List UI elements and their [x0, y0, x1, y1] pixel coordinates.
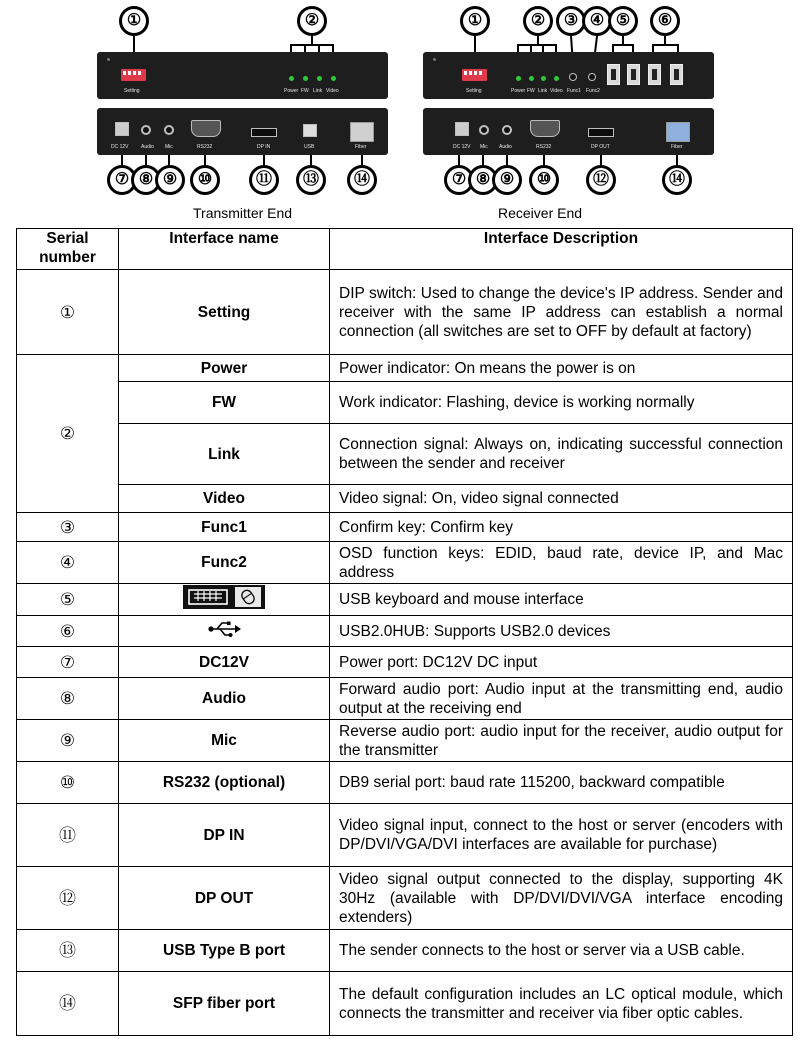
rs232-label: RS232	[197, 144, 213, 150]
row-description: Video signal output connected to the display, supporting 4K 30Hz (available with DP/DVI/DVI/VGA interface encoding extenders)	[330, 867, 793, 930]
table-row	[17, 972, 793, 1036]
dp-in-port	[251, 128, 277, 137]
receiver-caption: Receiver End	[498, 205, 583, 221]
power-label: Power	[511, 88, 526, 94]
power-label: Power	[284, 88, 299, 94]
dc-jack	[115, 122, 129, 136]
row-description: Work indicator: Flashing, device is working normally	[330, 382, 793, 424]
callout-8: ⑧	[131, 165, 161, 195]
row-serial: ⑦	[17, 647, 119, 678]
dip-switch	[121, 69, 146, 81]
sfp-port	[666, 122, 690, 142]
row-name: RS232 (optional)	[119, 762, 330, 804]
audio-jack	[141, 125, 151, 135]
row-name: Func1	[119, 513, 330, 542]
row-name: Setting	[119, 270, 330, 355]
row-description: DIP switch: Used to change the device's IP address. Sender and receiver with the same IP address can establish a normal connection (all switches are set to OFF by default at factory)	[330, 270, 793, 355]
row-description: Connection signal: Always on, indicating successful connection between the sender and receiver	[330, 424, 793, 485]
row-serial: ②	[17, 355, 119, 513]
rx-callout-10: ⑩	[529, 165, 559, 195]
row-name: Power	[119, 355, 330, 382]
table-row	[17, 485, 793, 513]
callout-13: ⑬	[296, 165, 326, 195]
row-description: The default configuration includes an LC optical module, which connects the transmitter and receiver via fiber optic cables.	[330, 972, 793, 1036]
sfp-port	[350, 122, 374, 142]
rx-callout-3: ③	[556, 6, 586, 36]
setting-label: Setting	[466, 88, 482, 94]
row-name: Func2	[119, 542, 330, 584]
row-serial: ⑤	[17, 584, 119, 616]
func1-label: Func1	[567, 88, 581, 94]
table-row	[17, 382, 793, 424]
row-name: Link	[119, 424, 330, 485]
table-row	[17, 424, 793, 485]
row-description: Reverse audio port: audio input for the receiver, audio output for the transmitter	[330, 720, 793, 762]
row-name: Audio	[119, 678, 330, 720]
rx-callout-7: ⑦	[444, 165, 474, 195]
row-description: OSD function keys: EDID, baud rate, device IP, and Mac address	[330, 542, 793, 584]
usb-mouse-port	[627, 64, 640, 85]
row-description: Video signal input, connect to the host or server (encoders with DP/DVI/VGA/DVI interfaces are available for purchase)	[330, 804, 793, 867]
rs232-port	[530, 120, 560, 137]
table-row	[17, 355, 793, 382]
row-name: FW	[119, 382, 330, 424]
transmitter-rear-panel	[97, 108, 388, 155]
dp-in-label: DP IN	[257, 144, 271, 150]
usb-b-port	[303, 124, 317, 137]
transmitter-caption: Transmitter End	[193, 205, 293, 221]
table-row	[17, 270, 793, 355]
receiver-front-panel	[423, 52, 714, 99]
fw-label: FW	[301, 88, 309, 94]
row-serial: ④	[17, 542, 119, 584]
dc-label: DC 12V	[111, 144, 129, 150]
table-row	[17, 542, 793, 584]
row-serial: ⑬	[17, 930, 119, 972]
fw-led	[529, 76, 534, 81]
table-row	[17, 762, 793, 804]
link-label: Link	[538, 88, 548, 94]
row-name	[119, 584, 330, 616]
func1-button	[569, 73, 577, 81]
dip-switch	[462, 69, 487, 81]
setting-label: Setting	[124, 88, 140, 94]
link-label: Link	[313, 88, 323, 94]
mic-jack	[479, 125, 489, 135]
rx-callout-6: ⑥	[650, 6, 680, 36]
video-led	[554, 76, 559, 81]
row-name: SFP fiber port	[119, 972, 330, 1036]
row-description: USB2.0HUB: Supports USB2.0 devices	[330, 616, 793, 647]
row-name: USB Type B port	[119, 930, 330, 972]
audio-label: Audio	[141, 144, 154, 150]
table-row	[17, 930, 793, 972]
video-led	[331, 76, 336, 81]
row-description: DB9 serial port: baud rate 115200, backward compatible	[330, 762, 793, 804]
table-header-row	[17, 229, 793, 270]
rx-callout-9: ⑨	[492, 165, 522, 195]
audio-jack	[502, 125, 512, 135]
mic-label: Mic	[480, 144, 488, 150]
rx-callout-1: ①	[460, 6, 490, 36]
header-serial-number: Serial number	[17, 229, 119, 270]
row-name: Mic	[119, 720, 330, 762]
callout-11: ⑪	[249, 165, 279, 195]
row-name: Video	[119, 485, 330, 513]
callout-1: ①	[119, 6, 149, 36]
row-name	[119, 616, 330, 647]
rx-callout-4: ④	[582, 6, 612, 36]
transmitter-front-panel	[97, 52, 388, 99]
callout-10: ⑩	[190, 165, 220, 195]
usb-keyboard-port	[607, 64, 620, 85]
usb-hub-port-1	[648, 64, 661, 85]
row-description: Power port: DC12V DC input	[330, 647, 793, 678]
rx-callout-2: ②	[523, 6, 553, 36]
row-serial: ③	[17, 513, 119, 542]
receiver-rear-panel	[423, 108, 714, 155]
screw-hole	[433, 58, 436, 61]
link-led	[317, 76, 322, 81]
rs232-port	[191, 120, 221, 137]
row-description: Video signal: On, video signal connected	[330, 485, 793, 513]
keyboard-mouse-icon	[183, 585, 265, 614]
row-description: The sender connects to the host or server via a USB cable.	[330, 930, 793, 972]
header-interface-description: Interface Description	[330, 229, 793, 270]
mic-jack	[164, 125, 174, 135]
rx-callout-14: ⑭	[662, 165, 692, 195]
table-row	[17, 804, 793, 867]
interface-table	[16, 228, 793, 1036]
table-row	[17, 678, 793, 720]
row-description: USB keyboard and mouse interface	[330, 584, 793, 616]
fw-led	[303, 76, 308, 81]
power-led	[516, 76, 521, 81]
row-serial: ⑥	[17, 616, 119, 647]
callout-14: ⑭	[347, 165, 377, 195]
row-description: Forward audio port: Audio input at the transmitting end, audio output at the receiving end	[330, 678, 793, 720]
fiber-label: Fiber	[671, 144, 683, 150]
row-name: DP OUT	[119, 867, 330, 930]
fiber-label: Fiber	[355, 144, 367, 150]
mic-label: Mic	[165, 144, 173, 150]
row-serial: ⑭	[17, 972, 119, 1036]
callout-9: ⑨	[155, 165, 185, 195]
rx-callout-12: ⑫	[586, 165, 616, 195]
video-label: Video	[326, 88, 339, 94]
func2-label: Func2	[586, 88, 600, 94]
dc-jack	[455, 122, 469, 136]
row-serial: ①	[17, 270, 119, 355]
callout-2: ②	[297, 6, 327, 36]
device-figure	[0, 0, 809, 228]
audio-label: Audio	[499, 144, 512, 150]
row-serial: ⑧	[17, 678, 119, 720]
table-row	[17, 647, 793, 678]
row-serial: ⑫	[17, 867, 119, 930]
dc-label: DC 12V	[453, 144, 471, 150]
power-led	[289, 76, 294, 81]
link-led	[541, 76, 546, 81]
table-row	[17, 867, 793, 930]
row-serial: ⑨	[17, 720, 119, 762]
func2-button	[588, 73, 596, 81]
usb-symbol-icon	[207, 620, 241, 643]
rs232-label: RS232	[536, 144, 552, 150]
fw-label: FW	[527, 88, 535, 94]
dp-out-port	[588, 128, 614, 137]
row-serial: ⑪	[17, 804, 119, 867]
dp-out-label: DP OUT	[591, 144, 610, 150]
row-name: DC12V	[119, 647, 330, 678]
row-serial: ⑩	[17, 762, 119, 804]
usb-hub-port-2	[670, 64, 683, 85]
screw-hole	[107, 58, 110, 61]
header-interface-name: Interface name	[119, 229, 330, 270]
table-row	[17, 616, 793, 647]
rx-callout-5: ⑤	[608, 6, 638, 36]
callout-7: ⑦	[107, 165, 137, 195]
usb-label: USB	[304, 144, 315, 150]
row-description: Power indicator: On means the power is on	[330, 355, 793, 382]
table-row	[17, 513, 793, 542]
row-name: DP IN	[119, 804, 330, 867]
table-row	[17, 584, 793, 616]
row-description: Confirm key: Confirm key	[330, 513, 793, 542]
table-row	[17, 720, 793, 762]
video-label: Video	[550, 88, 563, 94]
rx-callout-8: ⑧	[468, 165, 498, 195]
